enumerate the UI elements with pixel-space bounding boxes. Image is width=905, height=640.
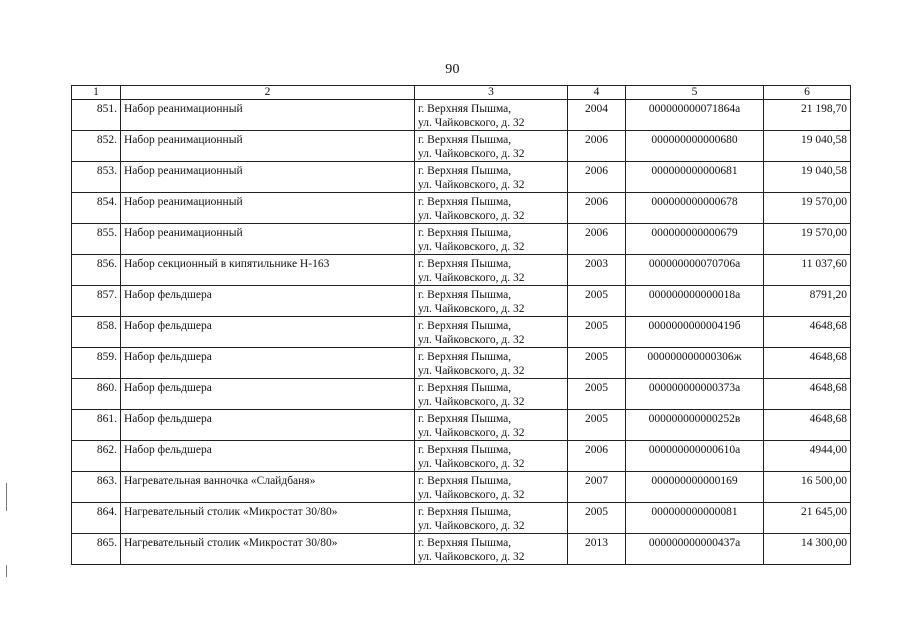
- item-number: 861.: [72, 410, 121, 441]
- table-row: [72, 534, 851, 565]
- column-header: 1: [72, 86, 121, 100]
- address-city: г. Верхняя Пышма,: [418, 103, 512, 115]
- table-row: [72, 100, 851, 131]
- item-number: 851.: [72, 100, 121, 131]
- item-address: [415, 503, 568, 534]
- item-inventory-number: 000000000070706а: [626, 255, 764, 286]
- item-address: [415, 534, 568, 565]
- item-name: Набор секционный в кипятильнике Н-163: [121, 255, 415, 286]
- item-year: 2005: [568, 317, 626, 348]
- item-number: 864.: [72, 503, 121, 534]
- table-row: [72, 162, 851, 193]
- item-inventory-number: 000000000000252в: [626, 410, 764, 441]
- item-address: [415, 162, 568, 193]
- item-cost: 19 570,00: [764, 193, 851, 224]
- item-year: 2006: [568, 193, 626, 224]
- item-number: 857.: [72, 286, 121, 317]
- address-city: г. Верхняя Пышма,: [418, 134, 512, 146]
- address-city: г. Верхняя Пышма,: [418, 165, 512, 177]
- address-street: ул. Чайковского, д. 32: [418, 334, 525, 346]
- address-street: ул. Чайковского, д. 32: [418, 272, 525, 284]
- scan-mark: [6, 565, 7, 577]
- item-cost: 4944,00: [764, 441, 851, 472]
- address-city: г. Верхняя Пышма,: [418, 444, 512, 456]
- column-header: 2: [121, 86, 415, 100]
- inventory-table: [71, 85, 851, 565]
- address-street: ул. Чайковского, д. 32: [418, 396, 525, 408]
- item-year: 2006: [568, 131, 626, 162]
- item-year: 2003: [568, 255, 626, 286]
- scan-mark: [6, 483, 7, 511]
- item-name: Набор фельдшера: [121, 348, 415, 379]
- item-inventory-number: 000000000071864а: [626, 100, 764, 131]
- item-name: Набор фельдшера: [121, 410, 415, 441]
- item-year: 2005: [568, 410, 626, 441]
- item-inventory-number: 000000000000610а: [626, 441, 764, 472]
- address-city: г. Верхняя Пышма,: [418, 227, 512, 239]
- column-header: 6: [764, 86, 851, 100]
- address-city: г. Верхняя Пышма,: [418, 537, 512, 549]
- item-name: Набор реанимационный: [121, 162, 415, 193]
- item-name: Набор фельдшера: [121, 379, 415, 410]
- item-name: Набор фельдшера: [121, 441, 415, 472]
- address-street: ул. Чайковского, д. 32: [418, 489, 525, 501]
- item-year: 2004: [568, 100, 626, 131]
- column-header: 3: [415, 86, 568, 100]
- address-street: ул. Чайковского, д. 32: [418, 241, 525, 253]
- item-year: 2005: [568, 503, 626, 534]
- item-name: Нагревательный столик «Микростат 30/80»: [121, 503, 415, 534]
- item-inventory-number: 000000000000306ж: [626, 348, 764, 379]
- address-street: ул. Чайковского, д. 32: [418, 179, 525, 191]
- address-street: ул. Чайковского, д. 32: [418, 520, 525, 532]
- item-inventory-number: 000000000000081: [626, 503, 764, 534]
- item-year: 2005: [568, 286, 626, 317]
- address-street: ул. Чайковского, д. 32: [418, 551, 525, 563]
- address-city: г. Верхняя Пышма,: [418, 320, 512, 332]
- item-address: [415, 224, 568, 255]
- item-inventory-number: 000000000000169: [626, 472, 764, 503]
- address-street: ул. Чайковского, д. 32: [418, 303, 525, 315]
- item-inventory-number: 000000000000373а: [626, 379, 764, 410]
- item-cost: 16 500,00: [764, 472, 851, 503]
- item-cost: 19 040,58: [764, 162, 851, 193]
- item-cost: 8791,20: [764, 286, 851, 317]
- item-inventory-number: 000000000000681: [626, 162, 764, 193]
- item-year: 2013: [568, 534, 626, 565]
- item-inventory-number: 000000000000680: [626, 131, 764, 162]
- item-cost: 11 037,60: [764, 255, 851, 286]
- item-number: 860.: [72, 379, 121, 410]
- item-name: Набор фельдшера: [121, 317, 415, 348]
- header-row: [72, 86, 851, 100]
- item-number: 858.: [72, 317, 121, 348]
- table-body: [72, 100, 851, 565]
- item-inventory-number: 000000000000679: [626, 224, 764, 255]
- item-cost: 4648,68: [764, 348, 851, 379]
- item-name: Нагревательная ванночка «Слайдбаня»: [121, 472, 415, 503]
- item-name: Набор фельдшера: [121, 286, 415, 317]
- table-row: [72, 317, 851, 348]
- table-row: [72, 286, 851, 317]
- address-street: ул. Чайковского, д. 32: [418, 427, 525, 439]
- item-year: 2007: [568, 472, 626, 503]
- table-row: [72, 441, 851, 472]
- item-address: [415, 193, 568, 224]
- table-row: [72, 255, 851, 286]
- item-inventory-number: 000000000000678: [626, 193, 764, 224]
- item-name: Набор реанимационный: [121, 131, 415, 162]
- item-cost: 4648,68: [764, 317, 851, 348]
- address-city: г. Верхняя Пышма,: [418, 258, 512, 270]
- item-address: [415, 410, 568, 441]
- item-cost: 21 645,00: [764, 503, 851, 534]
- item-number: 862.: [72, 441, 121, 472]
- address-street: ул. Чайковского, д. 32: [418, 365, 525, 377]
- item-year: 2005: [568, 348, 626, 379]
- table-row: [72, 224, 851, 255]
- address-street: ул. Чайковского, д. 32: [418, 148, 525, 160]
- item-cost: 14 300,00: [764, 534, 851, 565]
- item-number: 854.: [72, 193, 121, 224]
- table-row: [72, 472, 851, 503]
- item-cost: 4648,68: [764, 379, 851, 410]
- table-row: [72, 379, 851, 410]
- item-name: Набор реанимационный: [121, 100, 415, 131]
- column-header: 5: [626, 86, 764, 100]
- page-number: 90: [445, 62, 460, 77]
- item-year: 2006: [568, 441, 626, 472]
- address-city: г. Верхняя Пышма,: [418, 289, 512, 301]
- item-name: Набор реанимационный: [121, 193, 415, 224]
- item-address: [415, 100, 568, 131]
- item-year: 2006: [568, 162, 626, 193]
- table-row: [72, 503, 851, 534]
- item-address: [415, 379, 568, 410]
- item-number: 852.: [72, 131, 121, 162]
- item-inventory-number: 000000000000419б: [626, 317, 764, 348]
- address-street: ул. Чайковского, д. 32: [418, 117, 525, 129]
- item-cost: 19 040,58: [764, 131, 851, 162]
- address-city: г. Верхняя Пышма,: [418, 351, 512, 363]
- item-number: 855.: [72, 224, 121, 255]
- column-header: 4: [568, 86, 626, 100]
- address-street: ул. Чайковского, д. 32: [418, 210, 525, 222]
- table-row: [72, 410, 851, 441]
- item-address: [415, 472, 568, 503]
- item-address: [415, 348, 568, 379]
- address-street: ул. Чайковского, д. 32: [418, 458, 525, 470]
- item-cost: 4648,68: [764, 410, 851, 441]
- item-number: 863.: [72, 472, 121, 503]
- table-row: [72, 193, 851, 224]
- table-row: [72, 348, 851, 379]
- item-address: [415, 286, 568, 317]
- address-city: г. Верхняя Пышма,: [418, 475, 512, 487]
- item-number: 865.: [72, 534, 121, 565]
- address-city: г. Верхняя Пышма,: [418, 382, 512, 394]
- item-address: [415, 317, 568, 348]
- item-number: 859.: [72, 348, 121, 379]
- item-address: [415, 441, 568, 472]
- address-city: г. Верхняя Пышма,: [418, 413, 512, 425]
- item-number: 856.: [72, 255, 121, 286]
- table-row: [72, 131, 851, 162]
- item-year: 2005: [568, 379, 626, 410]
- item-address: [415, 131, 568, 162]
- item-name: Набор реанимационный: [121, 224, 415, 255]
- item-number: 853.: [72, 162, 121, 193]
- address-city: г. Верхняя Пышма,: [418, 506, 512, 518]
- item-year: 2006: [568, 224, 626, 255]
- item-cost: 21 198,70: [764, 100, 851, 131]
- item-address: [415, 255, 568, 286]
- address-city: г. Верхняя Пышма,: [418, 196, 512, 208]
- item-cost: 19 570,00: [764, 224, 851, 255]
- item-inventory-number: 000000000000018а: [626, 286, 764, 317]
- item-inventory-number: 000000000000437а: [626, 534, 764, 565]
- item-name: Нагревательный столик «Микростат 30/80»: [121, 534, 415, 565]
